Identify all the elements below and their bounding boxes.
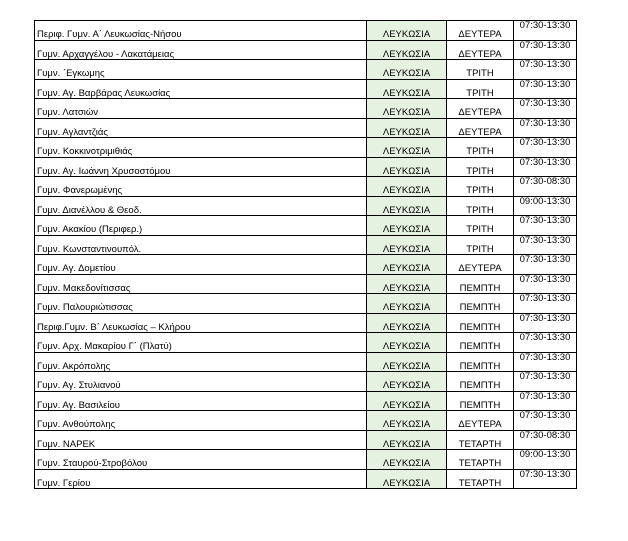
- school-name-cell: Γυμν. Μακεδονίτισσας: [35, 274, 367, 294]
- table-row: [35, 40, 577, 60]
- school-name-cell: Γυμν. Ακρόπολης: [35, 352, 367, 372]
- table-row: [35, 352, 577, 372]
- district-cell: ΛΕΥΚΩΣΙΑ: [367, 274, 447, 294]
- time-range-cell: 07:30-13:30: [514, 255, 577, 275]
- district-cell: ΛΕΥΚΩΣΙΑ: [367, 352, 447, 372]
- day-cell: ΤΡΙΤΗ: [447, 196, 514, 216]
- school-name-cell: Γυμν. Αγ. Δομετίου: [35, 255, 367, 275]
- district-cell: ΛΕΥΚΩΣΙΑ: [367, 216, 447, 236]
- table-row: [35, 294, 577, 314]
- day-cell: ΤΡΙΤΗ: [447, 138, 514, 158]
- school-name-cell: Περιφ. Γυμν. Α΄ Λευκωσίας-Νήσου: [35, 21, 367, 41]
- school-name-cell: Γυμν. Λατσιών: [35, 99, 367, 119]
- time-range-cell: 07:30-13:30: [514, 40, 577, 60]
- district-cell: ΛΕΥΚΩΣΙΑ: [367, 99, 447, 119]
- time-range-cell: 07:30-13:30: [514, 21, 577, 41]
- district-cell: ΛΕΥΚΩΣΙΑ: [367, 469, 447, 489]
- table-row: [35, 138, 577, 158]
- time-range-cell: 07:30-13:30: [514, 60, 577, 80]
- day-cell: ΤΡΙΤΗ: [447, 157, 514, 177]
- time-range-cell: 07:30-13:30: [514, 118, 577, 138]
- day-cell: ΔΕΥΤΕΡΑ: [447, 411, 514, 431]
- time-range-cell: 07:30-13:30: [514, 235, 577, 255]
- table-row: [35, 60, 577, 80]
- day-cell: ΠΕΜΠΤΗ: [447, 313, 514, 333]
- table-row: [35, 99, 577, 119]
- district-cell: ΛΕΥΚΩΣΙΑ: [367, 196, 447, 216]
- day-cell: ΔΕΥΤΕΡΑ: [447, 99, 514, 119]
- district-cell: ΛΕΥΚΩΣΙΑ: [367, 313, 447, 333]
- school-name-cell: Γυμν. Παλουριώτισσας: [35, 294, 367, 314]
- table-row: [35, 430, 577, 450]
- time-range-cell: 07:30-13:30: [514, 352, 577, 372]
- day-cell: ΠΕΜΠΤΗ: [447, 352, 514, 372]
- table-row: [35, 79, 577, 99]
- table-row: [35, 196, 577, 216]
- time-range-cell: 07:30-08:30: [514, 430, 577, 450]
- school-name-cell: Γυμν. Κοκκινοτριμιθιάς: [35, 138, 367, 158]
- district-cell: ΛΕΥΚΩΣΙΑ: [367, 60, 447, 80]
- district-cell: ΛΕΥΚΩΣΙΑ: [367, 372, 447, 392]
- table-row: [35, 274, 577, 294]
- day-cell: ΠΕΜΠΤΗ: [447, 274, 514, 294]
- table-row: [35, 313, 577, 333]
- district-cell: ΛΕΥΚΩΣΙΑ: [367, 21, 447, 41]
- table-row: [35, 372, 577, 392]
- table-row: [35, 157, 577, 177]
- time-range-cell: 07:30-13:30: [514, 138, 577, 158]
- district-cell: ΛΕΥΚΩΣΙΑ: [367, 450, 447, 470]
- day-cell: ΔΕΥΤΕΡΑ: [447, 255, 514, 275]
- day-cell: ΔΕΥΤΕΡΑ: [447, 40, 514, 60]
- school-name-cell: Γυμν. Αγλαντζιάς: [35, 118, 367, 138]
- school-name-cell: Γυμν. Σταυρού-Στροβόλου: [35, 450, 367, 470]
- school-name-cell: Γυμν. Αγ. Βαρβάρας Λευκωσίας: [35, 79, 367, 99]
- day-cell: ΠΕΜΠΤΗ: [447, 294, 514, 314]
- day-cell: ΤΡΙΤΗ: [447, 177, 514, 197]
- district-cell: ΛΕΥΚΩΣΙΑ: [367, 40, 447, 60]
- time-range-cell: 07:30-08:30: [514, 177, 577, 197]
- time-range-cell: 07:30-13:30: [514, 333, 577, 353]
- district-cell: ΛΕΥΚΩΣΙΑ: [367, 118, 447, 138]
- district-cell: ΛΕΥΚΩΣΙΑ: [367, 294, 447, 314]
- district-cell: ΛΕΥΚΩΣΙΑ: [367, 79, 447, 99]
- school-name-cell: Περιφ.Γυμν. Β΄ Λευκωσίας – Κλήρου: [35, 313, 367, 333]
- time-range-cell: 09:00-13:30: [514, 450, 577, 470]
- district-cell: ΛΕΥΚΩΣΙΑ: [367, 411, 447, 431]
- schedule-table: [34, 20, 577, 489]
- school-name-cell: Γυμν. Αγ. Βασιλείου: [35, 391, 367, 411]
- school-name-cell: Γυμν. Ανθούπολης: [35, 411, 367, 431]
- district-cell: ΛΕΥΚΩΣΙΑ: [367, 235, 447, 255]
- time-range-cell: 07:30-13:30: [514, 294, 577, 314]
- time-range-cell: 07:30-13:30: [514, 79, 577, 99]
- school-name-cell: Γυμν. Αρχ. Μακαρίου Γ΄ (Πλατύ): [35, 333, 367, 353]
- district-cell: ΛΕΥΚΩΣΙΑ: [367, 157, 447, 177]
- district-cell: ΛΕΥΚΩΣΙΑ: [367, 430, 447, 450]
- table-row: [35, 118, 577, 138]
- day-cell: ΔΕΥΤΕΡΑ: [447, 118, 514, 138]
- district-cell: ΛΕΥΚΩΣΙΑ: [367, 177, 447, 197]
- table-row: [35, 469, 577, 489]
- school-name-cell: Γυμν. Αγ. Στυλιανού: [35, 372, 367, 392]
- school-name-cell: Γυμν. Διανέλλου & Θεοδ.: [35, 196, 367, 216]
- table-row: [35, 333, 577, 353]
- school-name-cell: Γυμν. Γερίου: [35, 469, 367, 489]
- table-row: [35, 255, 577, 275]
- table-row: [35, 177, 577, 197]
- time-range-cell: 07:30-13:30: [514, 372, 577, 392]
- time-range-cell: 07:30-13:30: [514, 411, 577, 431]
- time-range-cell: 07:30-13:30: [514, 313, 577, 333]
- table-row: [35, 235, 577, 255]
- day-cell: ΤΕΤΑΡΤΗ: [447, 430, 514, 450]
- table-row: [35, 216, 577, 236]
- time-range-cell: 07:30-13:30: [514, 274, 577, 294]
- day-cell: ΤΡΙΤΗ: [447, 235, 514, 255]
- time-range-cell: 07:30-13:30: [514, 99, 577, 119]
- school-name-cell: Γυμν. Αρχαγγέλου - Λακατάμειας: [35, 40, 367, 60]
- day-cell: ΠΕΜΠΤΗ: [447, 391, 514, 411]
- day-cell: ΠΕΜΠΤΗ: [447, 333, 514, 353]
- time-range-cell: 07:30-13:30: [514, 391, 577, 411]
- district-cell: ΛΕΥΚΩΣΙΑ: [367, 333, 447, 353]
- day-cell: ΔΕΥΤΕΡΑ: [447, 21, 514, 41]
- day-cell: ΤΕΤΑΡΤΗ: [447, 469, 514, 489]
- day-cell: ΤΡΙΤΗ: [447, 216, 514, 236]
- day-cell: ΤΕΤΑΡΤΗ: [447, 450, 514, 470]
- day-cell: ΠΕΜΠΤΗ: [447, 372, 514, 392]
- table-row: [35, 21, 577, 41]
- time-range-cell: 09:00-13:30: [514, 196, 577, 216]
- district-cell: ΛΕΥΚΩΣΙΑ: [367, 391, 447, 411]
- district-cell: ΛΕΥΚΩΣΙΑ: [367, 138, 447, 158]
- time-range-cell: 07:30-13:30: [514, 216, 577, 236]
- school-name-cell: Γυμν. ΝΑΡΕΚ: [35, 430, 367, 450]
- school-name-cell: Γυμν. Κωνσταντινουπόλ.: [35, 235, 367, 255]
- school-name-cell: Γυμν. Ακακίου (Περιφερ.): [35, 216, 367, 236]
- school-name-cell: Γυμν. Αγ. Ιωάννη Χρυσοστόμου: [35, 157, 367, 177]
- table-row: [35, 450, 577, 470]
- schedule-table-body: [35, 21, 577, 489]
- district-cell: ΛΕΥΚΩΣΙΑ: [367, 255, 447, 275]
- day-cell: ΤΡΙΤΗ: [447, 79, 514, 99]
- time-range-cell: 07:30-13:30: [514, 157, 577, 177]
- school-name-cell: Γυμν. ΄Εγκωμης: [35, 60, 367, 80]
- school-name-cell: Γυμν. Φανερωμένης: [35, 177, 367, 197]
- time-range-cell: 07:30-13:30: [514, 469, 577, 489]
- day-cell: ΤΡΙΤΗ: [447, 60, 514, 80]
- table-row: [35, 411, 577, 431]
- table-row: [35, 391, 577, 411]
